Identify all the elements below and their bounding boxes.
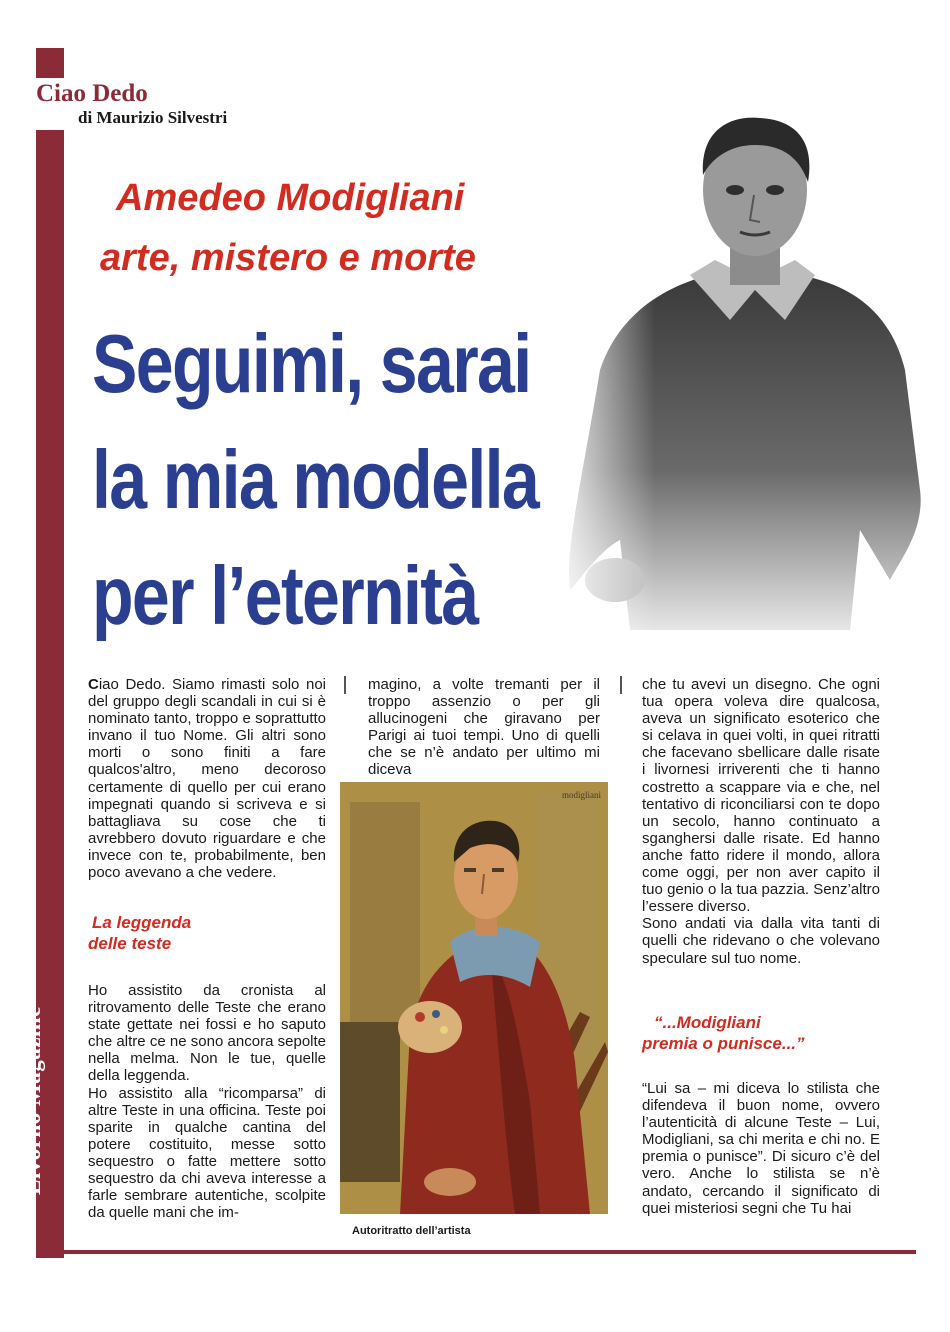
- subheading-line-2: premia o punisce...”: [642, 1034, 805, 1053]
- subheading-line-1: La leggenda: [92, 913, 192, 932]
- article-column-1-continued: [88, 982, 326, 1221]
- magazine-name-vertical: Livorno Magazine: [20, 1006, 45, 1195]
- subheading-line-2: delle teste: [88, 934, 172, 953]
- paragraph: magino, a volte tremanti per il troppo assenzio o per gli allucinogeni che giravano per Parigi ai tuoi tempi. Uno di quelli che se n’è andato per ultimo mi diceva: [368, 676, 600, 779]
- kicker-line-2: arte, mistero e morte: [100, 237, 476, 279]
- paragraph: iao Dedo. Siamo rimasti solo noi del gruppo degli scandali in cui si è nominato tanto, troppo e soprattutto invano il tuo Nome. Gli altri sono morti o sono finiti a fare qualcos'altro, meno decoroso certamente di quello per cui erano impegnati quando si scriveva e si battagliava su cose che ti avrebbero dovuto riguardare e che invece con te, probabilmente, ben poco avevano a che vedere.: [88, 676, 326, 882]
- subheading-line-1: “...Modigliani: [654, 1013, 761, 1032]
- paragraph: che tu avevi un disegno. Che ogni tua opera voleva dire qualcosa, aveva un significato esoterico che si celava in quei volti, in quei ritratti che facevano sbellicare dalle risate i livornesi irriverenti che ti hanno costretto a scappare via e che, nel tentativo di riconciliarsi con te dopo un secolo, hanno continuato a sganghersi dalle risate. Ed hanno anche fatto ridere il mondo, allora come oggi, per non aver capito il tuo genio o la tua pazzia. Senz’altro l’essere diverso.: [642, 676, 880, 916]
- self-portrait-painting: [340, 782, 608, 1214]
- column-divider: [344, 676, 346, 694]
- paragraph: Sono andati via dalla vita tanti di quelli che ridevano o che volevano speculare sul tuo nome.: [642, 915, 880, 967]
- header-square-ornament: [36, 48, 64, 78]
- byline: di Maurizio Silvestri: [78, 108, 228, 127]
- paragraph: Ho assistito alla “ricomparsa” di altre Teste in una officina. Teste poi sparite in qualche cantina del potere costituito, messe sotto sequestro o fatte mettere sotto sequestro da chi aveva interesse a farle sembrare autentiche, scolpite da quelle mani che im-: [88, 1084, 326, 1222]
- painting-caption: Autoritratto dell’artista: [352, 1225, 471, 1237]
- headline: [92, 306, 538, 654]
- artist-portrait-photo: [560, 110, 940, 640]
- article-column-3-continued: [642, 1080, 880, 1217]
- svg-text:modigliani: modigliani: [562, 790, 601, 800]
- kicker-line-1: Amedeo Modigliani: [116, 177, 465, 219]
- headline-line-1: Seguimi, sarai: [92, 317, 531, 410]
- article-column-2: [368, 676, 600, 779]
- article-column-1: [88, 676, 326, 881]
- headline-line-2: la mia modella: [92, 433, 539, 526]
- subheading-quote: [642, 1012, 805, 1054]
- paragraph: Ho assistito da cronista al ritrovamento delle Teste che erano state gettate nei fossi e ho saputo che altre ce ne sono ancora sepolte nella melma. Non le tue, quelle della leggenda.: [88, 982, 326, 1085]
- article-column-3: [642, 676, 880, 967]
- paragraph: “Lui sa – mi diceva lo stilista che difendeva il buon nome, ovvero l’autenticità di alcune Teste – Lui, Modigliani, sa chi merita e chi no. E premia o punisce”. Di sicuro c’è del vero. Anche lo stilista se n’è andato, cercando il significato di quei misteriosi segni che Tu hai: [642, 1080, 880, 1217]
- section-title: Ciao Dedo: [36, 80, 148, 107]
- subheading-legend: [88, 912, 191, 954]
- headline-line-3: per l’eternità: [92, 549, 478, 642]
- drop-cap: C: [88, 676, 99, 693]
- column-divider: [620, 676, 622, 694]
- bottom-rule: [36, 1250, 916, 1254]
- kicker: [100, 168, 476, 288]
